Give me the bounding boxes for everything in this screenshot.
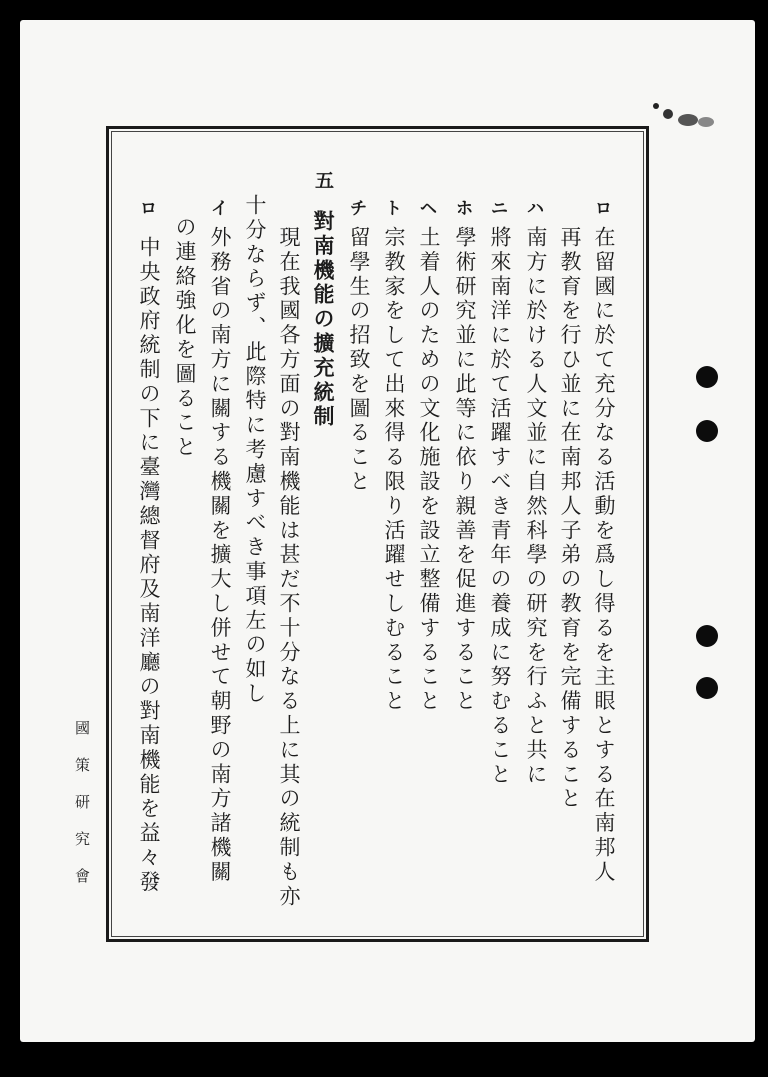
text-column: 宗教家をして出來得る限り活躍せしむること [382, 226, 406, 714]
section-number: 五 [315, 170, 335, 192]
binding-hole [696, 366, 718, 388]
item-label: ロ [140, 199, 157, 219]
binding-hole [696, 625, 718, 647]
text-column: 中央政府統制の下に臺灣總督府及南洋廳の對南機能を益々發 [137, 236, 161, 895]
text-column: 現在我國各方面の對南機能は甚だ不十分なる上に其の統制も亦 [277, 226, 301, 910]
item-label: ロ [595, 199, 612, 219]
text-column: 再教育を行ひ並に在南邦人子弟の教育を完備すること [558, 226, 582, 812]
text-column: の連絡強化を圖ること [173, 216, 197, 460]
item-label: チ [350, 199, 367, 219]
text-column: 南方に於ける人文並に自然科學の研究を行ふと共に [524, 226, 548, 788]
binding-hole [696, 677, 718, 699]
text-column: 留學生の招致を圖ること [347, 226, 371, 495]
text-column: 學術研究並に此等に依り親善を促進すること [453, 226, 477, 714]
item-label: ニ [491, 199, 508, 219]
binding-hole [696, 420, 718, 442]
ink-smudge [650, 100, 720, 140]
section-heading: 對南機能の擴充統制 [311, 210, 336, 430]
item-label: ホ [456, 199, 473, 219]
text-column: 在留國に於て充分なる活動を爲し得るを主眼とする在南邦人 [592, 226, 616, 885]
item-label: ヘ [420, 199, 437, 219]
text-column: 十分ならず、此際特に考慮すべき事項左の如し [243, 194, 267, 707]
text-column: 土着人のための文化施設を設立整備すること [417, 226, 441, 714]
publisher-margin-label: 國策研究會 [73, 720, 91, 905]
text-column: 將來南洋に於て活躍すべき青年の養成に努むること [488, 226, 512, 788]
item-label: ト [385, 199, 402, 219]
text-column: 外務省の南方に關する機關を擴大し併せて朝野の南方諸機關 [208, 226, 232, 885]
item-label: イ [211, 199, 228, 219]
item-label: ハ [527, 199, 544, 219]
